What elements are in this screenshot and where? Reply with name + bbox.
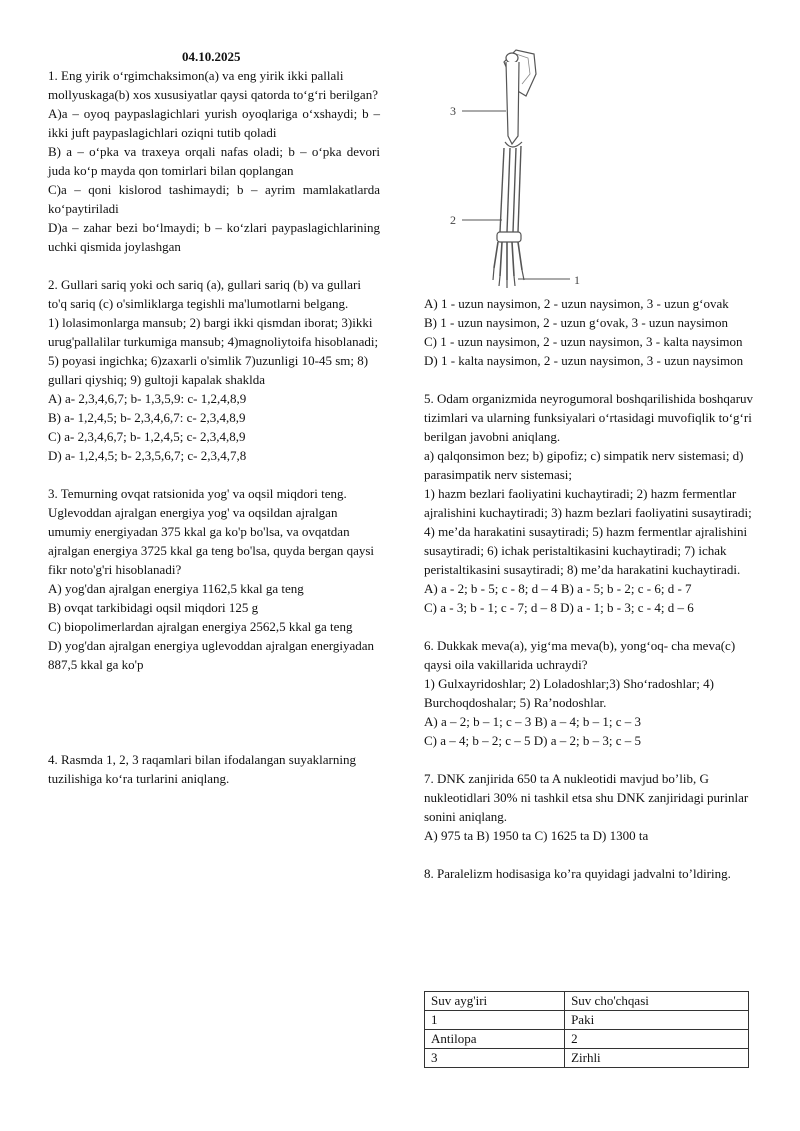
question-5-options-ab: A) a - 2; b - 5; c - 8; d – 4 B) a - 5; b - 2; c - 6; d - 7 — [424, 581, 692, 596]
question-3-option-c: C) biopolimerlardan ajralgan energiya 2562,5 kkal ga teng — [48, 619, 353, 634]
question-2-option-c: C) a- 2,3,4,6,7; b- 1,2,4,5; c- 2,3,4,8,9 — [48, 429, 246, 444]
arm-skeleton-figure — [442, 44, 592, 290]
question-2-stem: 2. Gullari sariq yoki och sariq (a), gullari sariq (b) va gullari to'q sariq (c) o'simliklarga tegishli ma'lumotlarni belgang. — [48, 277, 361, 311]
question-4-stem: 4. Rasmda 1, 2, 3 raqamlari bilan ifodalangan suyaklarning tuzilishiga koʻra turlarini aniqlang. — [48, 752, 356, 786]
question-4-option-a: A) 1 - uzun naysimon, 2 - uzun naysimon, 3 - uzun gʻovak — [424, 296, 729, 311]
table-cell: Antilopa — [425, 1030, 565, 1049]
table-row — [425, 1030, 749, 1049]
question-6-options-ab: A) a – 2; b – 1; c – 3 B) a – 4; b – 1; c – 3 — [424, 714, 641, 729]
question-4 — [48, 750, 380, 788]
question-1-stem: 1. Eng yirik oʻrgimchaksimon(a) va eng yirik ikki pallali mollyuskaga(b) xos xususiyatlar qaysi qatorda toʻgʻri berilgan? — [48, 68, 378, 102]
question-5-functions: 1) hazm bezlari faoliyatini kuchaytiradi; 2) hazm fermentlar ajralishini kuchaytiradi; 3) hazm bezlari faoliyatini susaytiradi; 4) me’da harakatini susaytiradi; 5) hazm fermentlar ajralishini susaytiradi; 6) ichak peristaltikasini kuchaytiradi; 7) ichak peristaltikasini susaytiradi; 8) me’da harakatini kuchaytiradi. — [424, 486, 752, 577]
worksheet-date: 04.10.2025 — [182, 49, 241, 64]
left-column — [48, 66, 380, 807]
question-1-option-c: C)a – qoni kislorod tashimaydi; b – ayrim mamlakatlarda koʻpaytiriladi — [48, 182, 380, 216]
question-2-option-b: B) a- 1,2,4,5; b- 2,3,4,6,7: c- 2,3,4,8,9 — [48, 410, 246, 425]
question-8-stem: 8. Paralelizm hodisasiga koʼra quyidagi jadvalni toʼldiring. — [424, 866, 731, 881]
table-cell: Suv ayg'iri — [425, 992, 565, 1011]
table-cell: Paki — [565, 1011, 749, 1030]
parallelism-table — [424, 991, 749, 1068]
question-6-options-cd: C) a – 4; b – 2; c – 5 D) a – 2; b – 3; c – 5 — [424, 733, 641, 748]
question-8 — [424, 864, 760, 883]
table-row — [425, 1049, 749, 1068]
question-4-option-b: B) 1 - uzun naysimon, 2 - uzun gʻovak, 3 - uzun naysimon — [424, 315, 729, 330]
question-5-stem: 5. Odam organizmida neyrogumoral boshqarilishida boshqaruv tizimlari va ularning funksiyalari oʻrtasidagi muvofiqlik toʻgʻri berilgan javobni aniqlang. — [424, 391, 754, 444]
question-1-option-a: A)a – oyoq paypaslagichlari yurish oyoqlariga oʻxshaydi; b – ikki juft paypaslagichlari oziqni tutib qoladi — [48, 106, 380, 140]
table-cell: 3 — [425, 1049, 565, 1068]
question-2-option-d: D) a- 1,2,4,5; b- 2,3,5,6,7; c- 2,3,4,7,8 — [48, 448, 247, 463]
question-1 — [48, 66, 380, 256]
question-3-option-a: A) yog'dan ajralgan energiya 1162,5 kkal ga teng — [48, 581, 304, 596]
question-2 — [48, 275, 380, 465]
table-row — [425, 1011, 749, 1030]
figure-label-1: 1 — [574, 273, 580, 287]
table-cell: 2 — [565, 1030, 749, 1049]
figure-label-2: 2 — [450, 213, 456, 227]
question-6-list: 1) Gulxayridoshlar; 2) Loladoshlar;3) Shoʻradoshlar; 4) Burchoqdoshalar; 5) Ra’nodoshlar. — [424, 676, 714, 710]
question-1-option-d: D)a – zahar bezi boʻlmaydi; b – koʻzlari paypaslagichlarining uchki qismida joylashgan — [48, 220, 380, 254]
question-3-option-b: B) ovqat tarkibidagi oqsil miqdori 125 g — [48, 600, 259, 615]
question-6 — [424, 636, 760, 750]
table-header-row — [425, 992, 749, 1011]
table-cell: Zirhli — [565, 1049, 749, 1068]
question-7-stem: 7. DNK zanjirida 650 ta A nukleotidi mavjud boʼlib, G nukleotidlari 30% ni tashkil etsa shu DNK zanjiridagi purinlar sonini aniqlang. — [424, 771, 749, 824]
question-2-option-a: A) a- 2,3,4,6,7; b- 1,3,5,9: c- 1,2,4,8,9 — [48, 391, 247, 406]
question-4-option-c: C) 1 - uzun naysimon, 2 - uzun naysimon, 3 - kalta naysimon — [424, 334, 743, 349]
question-3-option-d: D) yog'dan ajralgan energiya uglevoddan ajralgan energiyadan 887,5 kkal ga ko'p — [48, 638, 375, 672]
table-cell: 1 — [425, 1011, 565, 1030]
table-cell: Suv cho'chqasi — [565, 992, 749, 1011]
question-1-option-b: B) a – oʻpka va traxeya orqali nafas oladi; b – oʻpka devori juda koʻp mayda qon tomirlari bilan qoplangan — [48, 144, 380, 178]
question-4-option-d: D) 1 - kalta naysimon, 2 - uzun naysimon, 3 - uzun naysimon — [424, 353, 744, 368]
question-3 — [48, 484, 380, 674]
question-2-list: 1) lolasimonlarga mansub; 2) bargi ikki qismdan iborat; 3)ikki urug'pallalilar turkumiga mansub; 4)magnoliytoifa hisoblanadi; 5) poyasi ingichka; 6)zaxarli o'simlik 7)uzunligi 10-45 sm; 8) gullari qiyshiq; 9) gultoji kapalak shaklda — [48, 315, 379, 387]
question-5-options-cd: C) a - 3; b - 1; c - 7; d – 8 D) a - 1; b - 3; c - 4; d – 6 — [424, 600, 694, 615]
question-3-stem: 3. Temurning ovqat ratsionida yog' va oqsil miqdori teng. Uglevoddan ajralgan energiya yog' va oqsildan ajralgan umumiy energiyadan 375 kkal ga ko'p bo'lsa, va ovqatdan ajralgan energiya 3725 kkal ga teng bo'lsa, quyda bergan qaysi fikr noto'g'ri hisoblanadi? — [48, 486, 375, 577]
right-column — [424, 294, 760, 902]
question-6-stem: 6. Dukkak meva(a), yigʻma meva(b), yongʻoq- cha meva(c) qaysi oila vakillarida uchraydi? — [424, 638, 736, 672]
figure-label-3: 3 — [450, 104, 456, 118]
question-5 — [424, 389, 760, 617]
question-4-options — [424, 294, 760, 370]
question-7-options: A) 975 ta B) 1950 ta C) 1625 ta D) 1300 ta — [424, 828, 649, 843]
question-7 — [424, 769, 760, 845]
question-5-systems: a) qalqonsimon bez; b) gipofiz; c) simpatik nerv sistemasi; d) parasimpatik nerv sistemasi; — [424, 448, 744, 482]
